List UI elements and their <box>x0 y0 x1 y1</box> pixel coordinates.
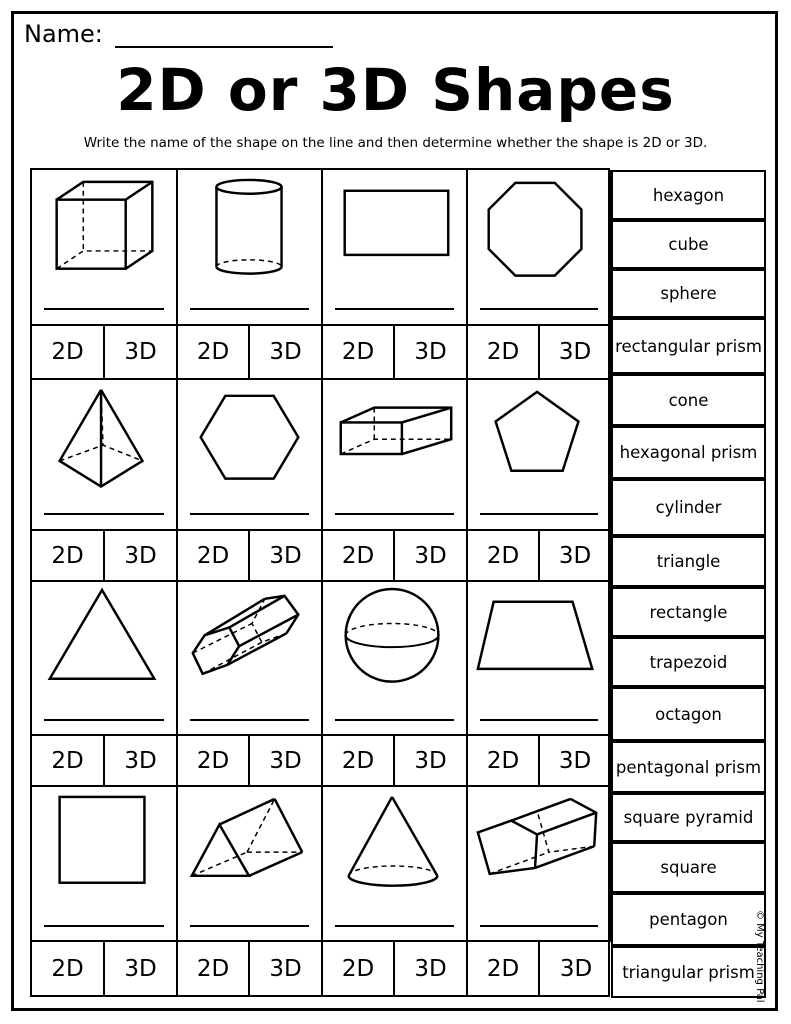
shape-cell <box>32 380 178 531</box>
shapes-grid <box>30 168 610 997</box>
word-bank-item[interactable]: cube <box>611 220 766 269</box>
answer-line[interactable] <box>190 719 309 721</box>
word-bank-item[interactable]: hexagonal prism <box>611 426 766 479</box>
choice-2d[interactable]: 2D <box>323 531 395 582</box>
triangle-icon <box>32 582 176 734</box>
choice-2d[interactable]: 2D <box>468 736 540 787</box>
choice-3d[interactable]: 3D <box>105 942 178 995</box>
word-bank-item[interactable]: rectangle <box>611 587 766 637</box>
answer-line[interactable] <box>480 925 598 927</box>
word-bank-item[interactable]: square pyramid <box>611 793 766 842</box>
choice-2d[interactable]: 2D <box>468 326 540 380</box>
cylinder-icon <box>178 170 321 324</box>
word-bank-item[interactable]: cylinder <box>611 479 766 536</box>
rectangular-prism-icon <box>323 380 466 529</box>
hexagonal-prism-icon <box>178 582 321 734</box>
shape-cell <box>468 582 612 736</box>
shape-cell <box>32 170 178 326</box>
shape-cell <box>178 380 323 531</box>
answer-line[interactable] <box>190 513 309 515</box>
shape-cell <box>468 380 612 531</box>
hexagon-icon <box>178 380 321 529</box>
triangular-prism-icon <box>178 787 321 940</box>
choice-2d[interactable]: 2D <box>323 736 395 787</box>
shape-cell <box>323 380 468 531</box>
cone-icon <box>323 787 466 940</box>
answer-line[interactable] <box>480 308 598 310</box>
shape-cell <box>468 170 612 326</box>
choice-2d[interactable]: 2D <box>468 942 540 995</box>
word-bank-item[interactable]: pentagonal prism <box>611 741 766 793</box>
shape-cell <box>32 582 178 736</box>
word-bank-item[interactable]: hexagon <box>611 170 766 220</box>
answer-line[interactable] <box>480 513 598 515</box>
choice-3d[interactable]: 3D <box>395 736 468 787</box>
choice-2d[interactable]: 2D <box>178 736 250 787</box>
choice-2d[interactable]: 2D <box>32 942 105 995</box>
choice-3d[interactable]: 3D <box>105 531 178 582</box>
trapezoid-icon <box>468 582 610 734</box>
word-bank-item[interactable]: rectangular prism <box>611 318 766 374</box>
choice-2d[interactable]: 2D <box>468 531 540 582</box>
answer-line[interactable] <box>44 308 164 310</box>
name-label: Name: <box>24 20 103 48</box>
shape-cell <box>323 787 468 942</box>
answer-line[interactable] <box>480 719 598 721</box>
word-bank-item[interactable]: cone <box>611 374 766 426</box>
word-bank-item[interactable]: octagon <box>611 687 766 741</box>
pentagonal-prism-icon <box>468 787 610 940</box>
answer-line[interactable] <box>44 513 164 515</box>
shape-cell <box>32 787 178 942</box>
answer-line[interactable] <box>335 308 454 310</box>
shape-cell <box>178 170 323 326</box>
instructions: Write the name of the shape on the line and then determine whether the shape is 2D or 3D. <box>83 135 708 151</box>
answer-line[interactable] <box>44 925 164 927</box>
square-pyramid-icon <box>32 380 176 529</box>
pentagon-icon <box>468 380 610 529</box>
shape-cell <box>323 170 468 326</box>
choice-2d[interactable]: 2D <box>178 942 250 995</box>
choice-3d[interactable]: 3D <box>105 326 178 380</box>
choice-3d[interactable]: 3D <box>559 955 593 982</box>
choice-3d[interactable]: 3D <box>395 942 468 995</box>
word-bank-item[interactable]: pentagon <box>611 893 766 946</box>
shape-cell <box>178 582 323 736</box>
shape-cell <box>323 582 468 736</box>
choice-3d[interactable]: 3D <box>395 326 468 380</box>
answer-line[interactable] <box>335 925 454 927</box>
word-bank-item[interactable]: sphere <box>611 269 766 318</box>
choice-3d[interactable]: 3D <box>250 736 323 787</box>
word-bank-item[interactable]: trapezoid <box>611 637 766 687</box>
choice-2d[interactable]: 2D <box>323 942 395 995</box>
octagon-icon <box>468 170 610 324</box>
shape-cell <box>178 787 323 942</box>
answer-line[interactable] <box>335 513 454 515</box>
word-bank-item[interactable]: triangle <box>611 536 766 587</box>
choice-2d[interactable]: 2D <box>32 326 105 380</box>
word-bank-item[interactable]: triangular prism <box>611 946 766 998</box>
choice-3d[interactable]: 3D <box>250 326 323 380</box>
choice-3d[interactable]: 3D <box>540 326 612 380</box>
choice-3d[interactable]: 3D <box>250 942 323 995</box>
answer-line[interactable] <box>44 719 164 721</box>
choice-2d[interactable]: 2D <box>32 531 105 582</box>
choice-3d[interactable]: 3D <box>250 531 323 582</box>
choice-2d[interactable]: 2D <box>178 531 250 582</box>
answer-line[interactable] <box>190 925 309 927</box>
choice-2d[interactable]: 2D <box>323 326 395 380</box>
square-icon <box>32 787 176 940</box>
word-bank-item[interactable]: square <box>611 842 766 893</box>
shape-cell <box>468 787 612 942</box>
rectangle-icon <box>323 170 466 324</box>
choice-3d[interactable]: 3D <box>395 531 468 582</box>
choice-3d[interactable]: 3D <box>105 736 178 787</box>
cube-icon <box>32 170 176 324</box>
page-title: 2D or 3D Shapes <box>116 56 675 124</box>
answer-line[interactable] <box>190 308 309 310</box>
copyright-text: © My Teaching Pal <box>754 910 765 1003</box>
sphere-icon <box>323 582 466 734</box>
choice-2d[interactable]: 2D <box>178 326 250 380</box>
name-input-line[interactable] <box>115 46 333 48</box>
answer-line[interactable] <box>335 719 454 721</box>
choice-3d[interactable]: 3D <box>540 736 612 787</box>
choice-2d[interactable]: 2D <box>32 736 105 787</box>
choice-3d[interactable]: 3D <box>540 531 612 582</box>
